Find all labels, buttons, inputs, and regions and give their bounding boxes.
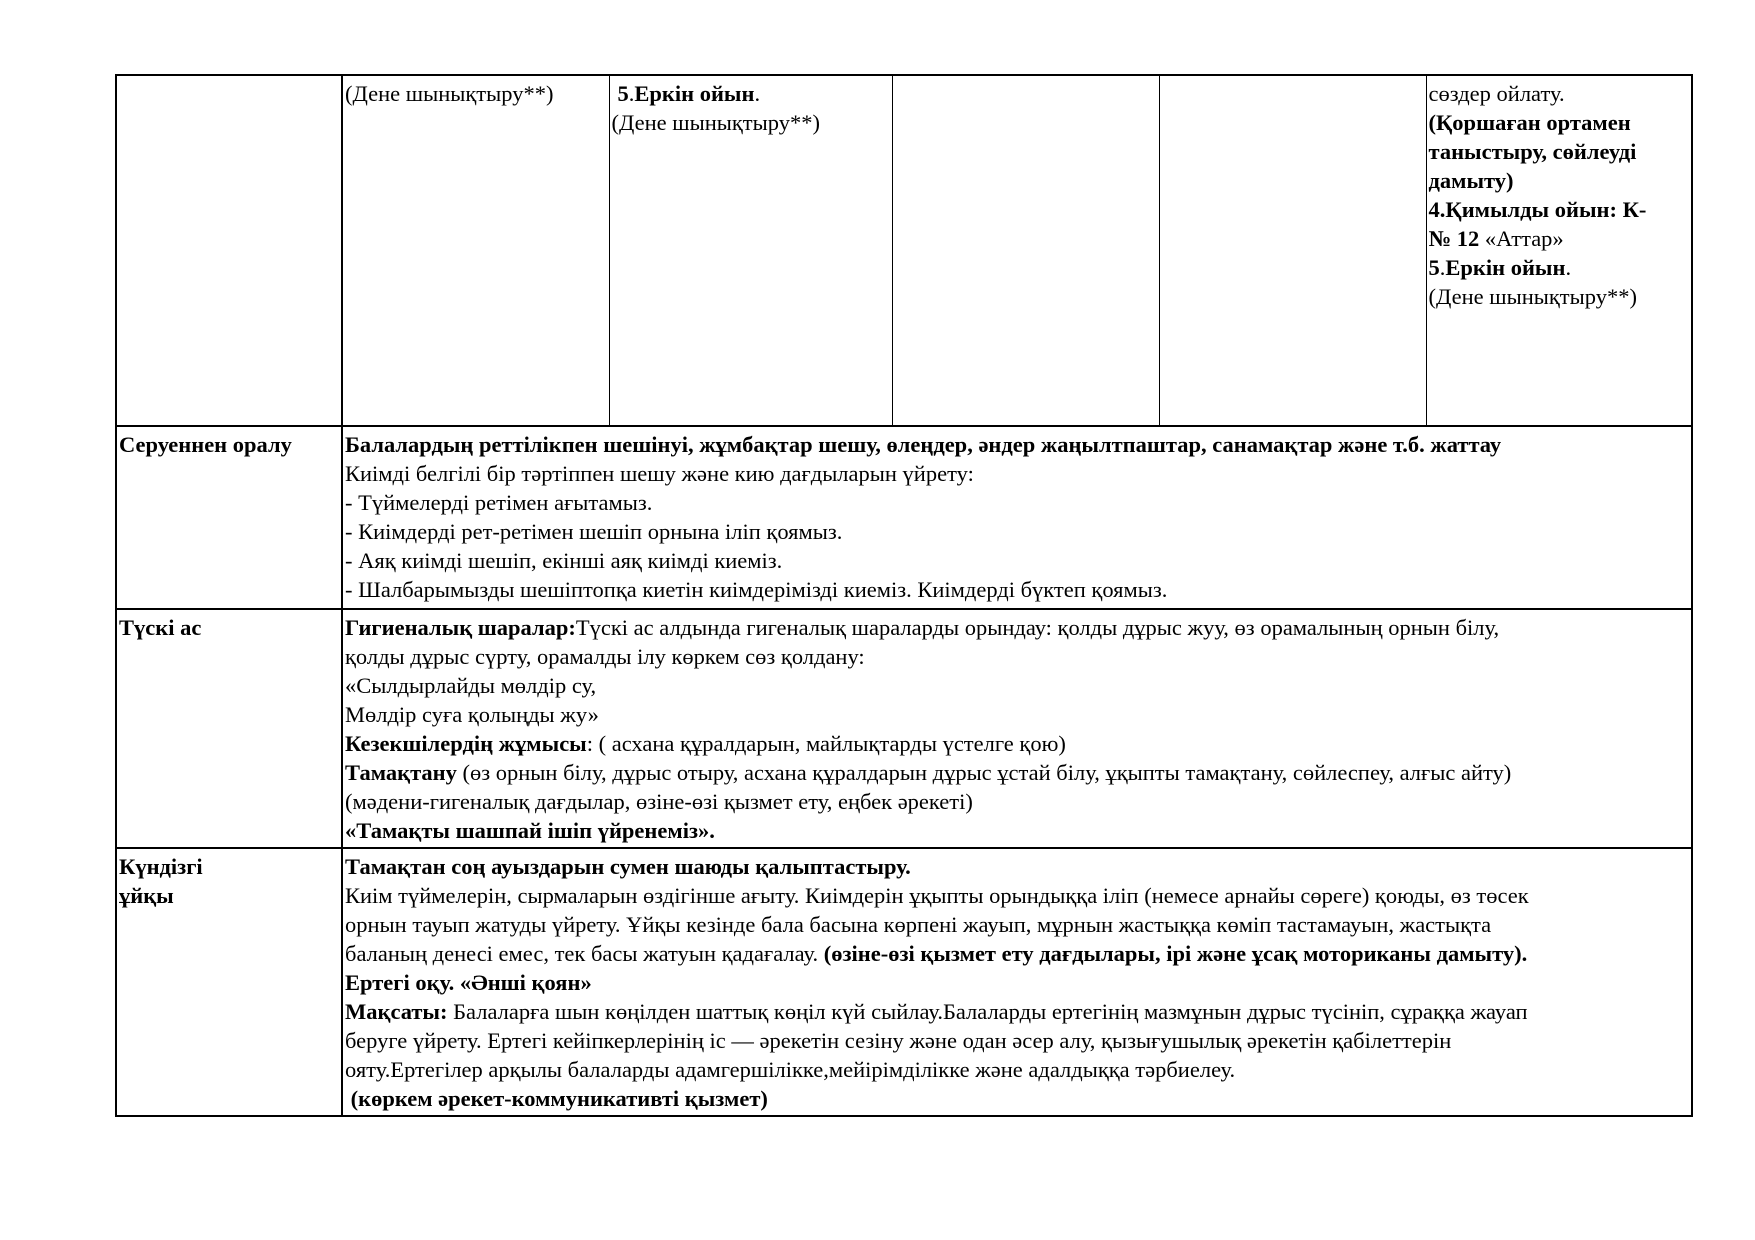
movement-game-label: 4.Қимылды ойын: К- — [1428, 197, 1647, 222]
poem-line: Мөлдір суға қолыңды жу» — [345, 702, 599, 727]
goal-text: Балаларға шын көңілден шаттық көңіл күй сыйлау.Балаларды ертегінің мазмұнын дұрыс түсініп, сұраққа жауап — [447, 999, 1528, 1024]
walk-return-content — [342, 426, 1692, 609]
walk-return-line: - Түймелерді ретімен ағытамыз. — [345, 490, 653, 515]
free-play-item: 5.Еркін ойын. — [1428, 255, 1572, 280]
pe-note: (Дене шынықтыру**) — [611, 110, 820, 135]
item-title: Еркін ойын — [634, 81, 755, 106]
row-label-walk-return: Серуеннен оралу — [116, 426, 342, 609]
day-cell-1 — [342, 75, 609, 426]
nap-label-line-1: Күндізгі — [119, 854, 203, 879]
daily-plan-table — [115, 74, 1693, 1117]
item-tail: . — [1565, 255, 1572, 280]
words-text: сөздер ойлату. — [1428, 81, 1565, 106]
area-label-1: (Қоршаған ортамен — [1428, 110, 1631, 135]
area-label-3: дамыту) — [1428, 168, 1514, 193]
duty-text: : ( асхана құралдарын, майлықтарды үстелге қою) — [586, 731, 1066, 756]
free-play-item: 5.Еркін ойын. — [617, 81, 761, 106]
eating-line — [345, 758, 1689, 787]
activity-type: (көркем әрекет-коммуникативті қызмет) — [345, 1086, 768, 1111]
goal-line — [345, 997, 1689, 1026]
skills-line: (мәдени-гигеналық дағдылар, өзіне-өзі қызмет ету, еңбек әрекеті) — [345, 789, 973, 814]
nap-skills: (өзіне-өзі қызмет ету дағдылары, ірі және ұсақ моториканы дамыту). — [823, 941, 1528, 966]
table-row-nap — [116, 848, 1692, 1116]
game-title: «Аттар» — [1479, 226, 1564, 251]
walk-return-heading: Балалардың реттілікпен шешінуі, жұмбақтар шешу, өлеңдер, әндер жаңылтпаштар, санамақтар және т.б. жаттау — [345, 432, 1502, 457]
nap-line: орнын тауып жатуды үйрету. Ұйқы кезінде бала басына көрпені жауып, мұрнын жастыққа көміп тастамауын, жастықта — [345, 912, 1492, 937]
nap-content — [342, 848, 1692, 1116]
goal-line-3: ояту.Ертегілер арқылы балаларды адамгершілікке,мейірімділікке және адалдыққа тәрбиелеу. — [345, 1057, 1236, 1082]
nap-text: баланың денесі емес, тек басы жатуын қадағалау. — [345, 941, 824, 966]
nap-heading: Тамақтан соң ауыздарын сумен шаюды қалыптастыру. — [345, 854, 911, 879]
duty-line — [345, 729, 1689, 758]
item-title: Еркін ойын — [1445, 255, 1566, 280]
day-cell-2 — [609, 75, 892, 426]
pe-note: (Дене шынықтыру**) — [345, 81, 554, 106]
pe-note: (Дене шынықтыру**) — [1428, 284, 1637, 309]
day-cell-3 — [892, 75, 1159, 426]
eating-label: Тамақтану — [345, 760, 457, 785]
row-label-cell-empty — [116, 75, 342, 426]
walk-return-line: - Шалбарымызды шешіптопқа киетін киімдерімізді киеміз. Киімдерді бүктеп қоямыз. — [345, 577, 1168, 602]
lunch-motto: «Тамақты шашпай ішіп үйренеміз». — [345, 818, 715, 843]
game-number: № 12 — [1428, 226, 1480, 251]
day-cell-4 — [1159, 75, 1426, 426]
poem-line: «Сылдырлайды мөлдір су, — [345, 673, 597, 698]
item-number: 5 — [617, 81, 629, 106]
table-row-lunch — [116, 609, 1692, 848]
item-number: 5 — [1428, 255, 1440, 280]
day-cell-5 — [1426, 75, 1692, 426]
walk-return-line: Киімді белгілі бір тәртіппен шешу және кию дағдыларын үйрету: — [345, 461, 974, 486]
hygiene-line — [345, 613, 1689, 642]
nap-label-line-2: ұйқы — [119, 883, 174, 908]
nap-line — [345, 939, 1689, 968]
tale-title: Ертегі оқу. «Әнші қоян» — [345, 970, 592, 995]
plan-sheet — [115, 74, 1691, 1111]
area-label-2: таныстыру, сөйлеуді — [1428, 139, 1637, 164]
walk-return-line: - Аяқ киімді шешіп, екінші аяқ киімді киеміз. — [345, 548, 783, 573]
table-row-walk-return — [116, 426, 1692, 609]
nap-line: Киім түймелерін, сырмаларын өздігінше ағыту. Киімдерін ұқыпты орындыққа іліп (немесе арнайы сөреге) қоюды, өз төсек — [345, 883, 1529, 908]
hygiene-line-2: қолды дұрыс сүрту, орамалды ілу көркем сөз қолдану: — [345, 644, 865, 669]
walk-return-line: - Киімдерді рет-ретімен шешіп орнына іліп қоямыз. — [345, 519, 843, 544]
eating-text: (өз орнын білу, дұрыс отыру, асхана құралдарын дұрыс ұстай білу, ұқыпты тамақтану, сөйлеспеу, алғыс айту) — [456, 760, 1512, 785]
hygiene-text: Түскі ас алдында гигеналық шараларды орындау: қолды дұрыс жуу, өз орамалының орнын білу, — [575, 615, 1500, 640]
goal-label: Мақсаты: — [345, 999, 448, 1024]
goal-line-2: беруге үйрету. Ертегі кейіпкерлерінің іс — әрекетін сезіну және одан әсер алу, қызығушылық әрекетін қабілеттерін — [345, 1028, 1452, 1053]
item-tail: . — [754, 81, 761, 106]
row-label-nap — [116, 848, 342, 1116]
lunch-content — [342, 609, 1692, 848]
hygiene-label: Гигиеналық шаралар: — [345, 615, 576, 640]
duty-label: Кезекшілердің жұмысы — [345, 731, 587, 756]
movement-game-name — [1429, 224, 1690, 253]
row-label-lunch: Түскі ас — [116, 609, 342, 848]
table-row-continuation — [116, 75, 1692, 426]
